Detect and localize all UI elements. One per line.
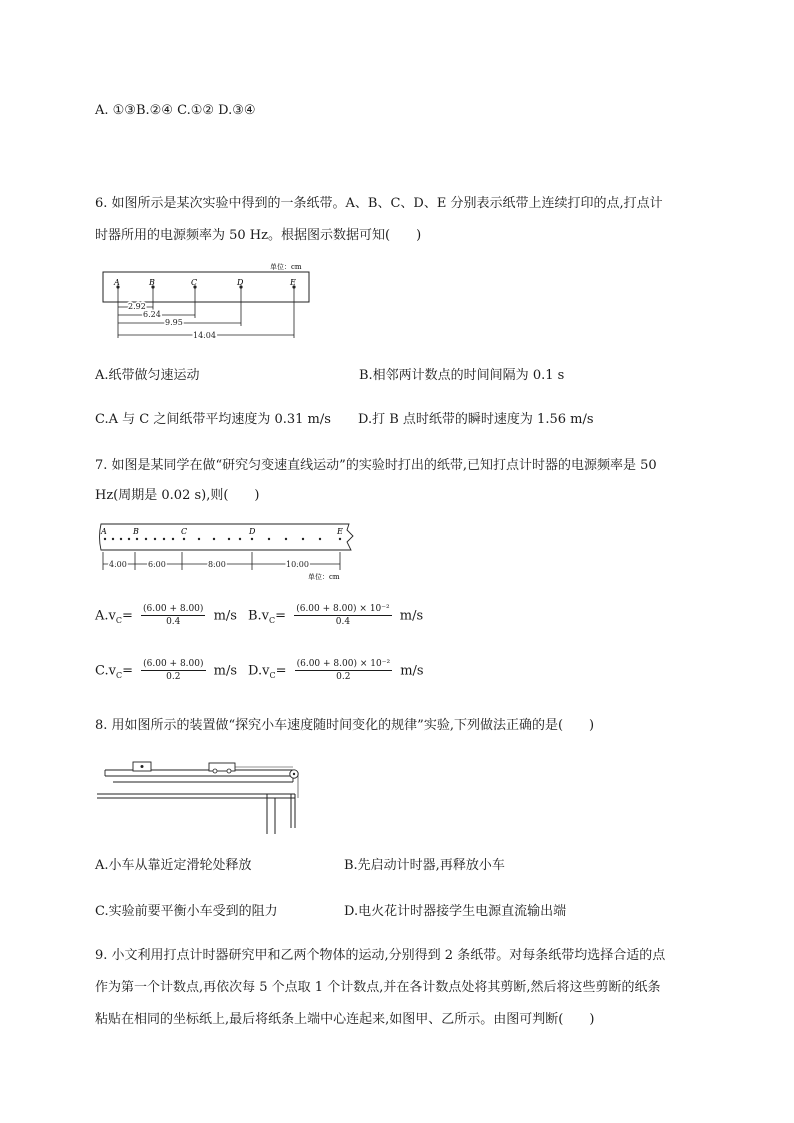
q7-label-b: B bbox=[133, 527, 139, 536]
svg-text:B: B bbox=[149, 278, 155, 287]
q9-line1: 9. 小文利用打点计时器研究甲和乙两个物体的运动,分别得到 2 条纸带。对每条纸带均选择合适的点 bbox=[95, 948, 666, 963]
q8-option-c: C.实验前要平衡小车受到的阻力 bbox=[95, 904, 278, 919]
q8-apparatus-figure bbox=[95, 750, 310, 836]
q7-stem-line1: 7. 如图是某同学在做“研究匀变速直线运动”的实验时打出的纸带,已知打点计时器的电源频率是 50 bbox=[95, 458, 657, 473]
q7-stem-line2: Hz(周期是 0.02 s),则( ) bbox=[95, 488, 260, 503]
q6-dist-ad: 9.95 bbox=[165, 318, 183, 327]
q9-line3: 粘贴在相同的坐标纸上,最后将纸条上端中心连起来,如图甲、乙所示。由图可判断( ) bbox=[95, 1012, 595, 1027]
q6-stem-line2: 时器所用的电源频率为 50 Hz。根据图示数据可知( ) bbox=[95, 228, 422, 243]
q7-label-a: A bbox=[101, 527, 107, 536]
q6-point-b bbox=[148, 278, 155, 310]
q8-option-a: A.小车从靠近定滑轮处释放 bbox=[95, 858, 252, 873]
q8-option-b: B.先启动计时器,再释放小车 bbox=[344, 858, 505, 873]
svg-text:D: D bbox=[237, 278, 244, 287]
q8-track bbox=[105, 770, 293, 782]
svg-text:C: C bbox=[191, 278, 198, 287]
q8-cart bbox=[209, 763, 293, 773]
q7-option-c: $C.v_C=$ $\frac{(6.00 + 8.00)}{0.2}$ m/s bbox=[95, 659, 238, 683]
q6-dist-ac: 6.24 bbox=[143, 310, 161, 319]
q7-label-e: E bbox=[337, 527, 343, 536]
q7-seg-de: 10.00 bbox=[286, 560, 309, 569]
q7-option-a: $A.v_C=$ $\frac{(6.00 + 8.00)}{0.4}$ m/s bbox=[95, 604, 237, 628]
q7-dots bbox=[104, 538, 341, 540]
q7-unit-label: 单位：cm bbox=[308, 573, 340, 581]
q7-label-c: C bbox=[181, 527, 188, 536]
q6-stem-line1: 6. 如图所示是某次实验中得到的一条纸带。A、B、C、D、E 分别表示纸带上连续打印的点,打点计 bbox=[95, 196, 663, 211]
q7-option-b: $B.v_C=$ $\frac{\text{(6.00 + 8.00) × 10⁻²}}{0.4}$ m/s bbox=[248, 604, 424, 628]
svg-text:A: A bbox=[114, 278, 120, 287]
q8-stem: 8. 用如图所示的装置做“探究小车速度随时间变化的规律”实验,下列做法正确的是( ) bbox=[95, 718, 595, 733]
q7-tape-figure bbox=[95, 520, 365, 584]
q6-point-e bbox=[289, 278, 296, 338]
q8-timer bbox=[133, 762, 151, 771]
q8-table bbox=[97, 794, 295, 834]
q6-point-a bbox=[113, 278, 120, 338]
q6-tape-figure bbox=[95, 258, 325, 342]
q5-options: A. ①③B.②④ C.①② D.③④ bbox=[95, 103, 256, 118]
q7-seg-bc: 6.00 bbox=[148, 560, 166, 569]
q6-option-b: B.相邻两计数点的时间间隔为 0.1 s bbox=[359, 368, 565, 383]
q7-seg-ab: 4.00 bbox=[109, 560, 127, 569]
q6-dist-ae: 14.04 bbox=[193, 331, 216, 340]
svg-text:E: E bbox=[290, 278, 296, 287]
q7-option-d: $D.v_C=$ $\frac{\text{(6.00 + 8.00) × 10⁻²}}{0.2}$ m/s bbox=[248, 659, 424, 683]
q6-option-d: D.打 B 点时纸带的瞬时速度为 1.56 m/s bbox=[358, 412, 594, 427]
q6-tape bbox=[103, 272, 309, 302]
q6-option-a: A.纸带做匀速运动 bbox=[95, 368, 200, 383]
q6-dist-ab: 2.92 bbox=[128, 302, 146, 311]
q8-option-d: D.电火花计时器接学生电源直流输出端 bbox=[344, 904, 567, 919]
q6-unit-label: 单位：cm bbox=[270, 263, 302, 271]
q9-line2: 作为第一个计数点,再依次每 5 个点取 1 个计数点,并在各计数点处将其剪断,然后将这些剪断的纸条 bbox=[95, 980, 661, 995]
q6-option-c: C.A 与 C 之间纸带平均速度为 0.31 m/s bbox=[95, 412, 331, 427]
q7-seg-cd: 8.00 bbox=[208, 560, 226, 569]
q7-label-d: D bbox=[249, 527, 256, 536]
q6-point-c bbox=[191, 278, 197, 318]
